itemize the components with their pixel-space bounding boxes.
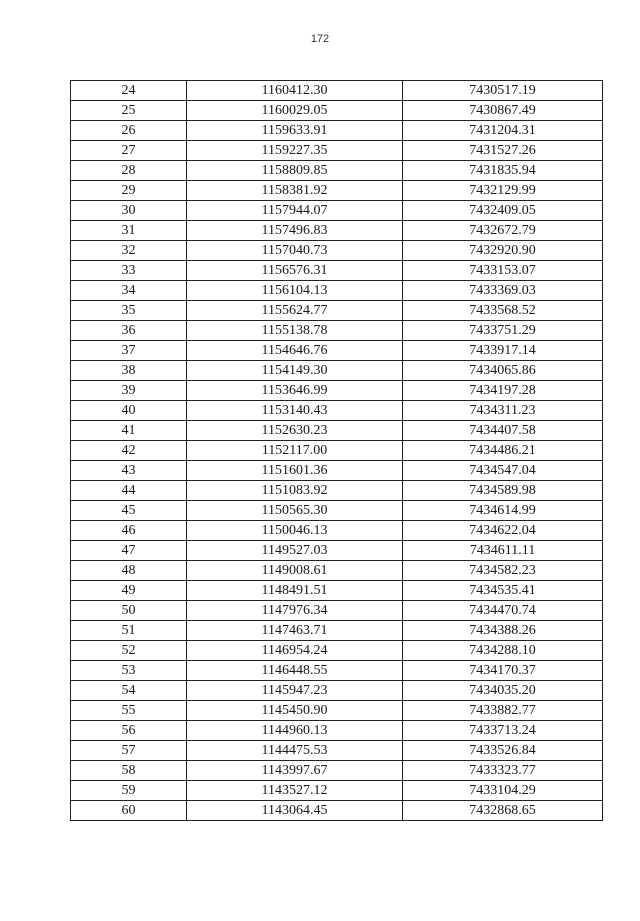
point-number-cell: 41: [71, 421, 187, 441]
y-coordinate-cell: 7430867.49: [403, 101, 603, 121]
table-row: [71, 661, 603, 681]
point-number-cell: 31: [71, 221, 187, 241]
table-row: [71, 81, 603, 101]
x-coordinate-cell: 1154149.30: [187, 361, 403, 381]
y-coordinate-cell: 7433369.03: [403, 281, 603, 301]
point-number-cell: 37: [71, 341, 187, 361]
point-number-cell: 58: [71, 761, 187, 781]
y-coordinate-cell: 7433568.52: [403, 301, 603, 321]
table-row: [71, 181, 603, 201]
table-row: [71, 221, 603, 241]
y-coordinate-cell: 7434388.26: [403, 621, 603, 641]
point-number-cell: 39: [71, 381, 187, 401]
x-coordinate-cell: 1153140.43: [187, 401, 403, 421]
point-number-cell: 49: [71, 581, 187, 601]
y-coordinate-cell: 7433751.29: [403, 321, 603, 341]
table-row: [71, 341, 603, 361]
table-row: [71, 521, 603, 541]
y-coordinate-cell: 7433323.77: [403, 761, 603, 781]
table-row: [71, 321, 603, 341]
table-row: [71, 441, 603, 461]
y-coordinate-cell: 7434547.04: [403, 461, 603, 481]
table-row: [71, 201, 603, 221]
y-coordinate-cell: 7434065.86: [403, 361, 603, 381]
page-number: 172: [310, 33, 330, 45]
y-coordinate-cell: 7434535.41: [403, 581, 603, 601]
table-row: [71, 121, 603, 141]
y-coordinate-cell: 7431527.26: [403, 141, 603, 161]
table-row: [71, 541, 603, 561]
point-number-cell: 44: [71, 481, 187, 501]
point-number-cell: 55: [71, 701, 187, 721]
table-row: [71, 401, 603, 421]
table-row: [71, 301, 603, 321]
x-coordinate-cell: 1143997.67: [187, 761, 403, 781]
x-coordinate-cell: 1148491.51: [187, 581, 403, 601]
x-coordinate-cell: 1151601.36: [187, 461, 403, 481]
y-coordinate-cell: 7434407.58: [403, 421, 603, 441]
point-number-cell: 53: [71, 661, 187, 681]
x-coordinate-cell: 1147463.71: [187, 621, 403, 641]
point-number-cell: 26: [71, 121, 187, 141]
x-coordinate-cell: 1145450.90: [187, 701, 403, 721]
x-coordinate-cell: 1145947.23: [187, 681, 403, 701]
table-row: [71, 741, 603, 761]
y-coordinate-cell: 7434486.21: [403, 441, 603, 461]
point-number-cell: 56: [71, 721, 187, 741]
point-number-cell: 29: [71, 181, 187, 201]
x-coordinate-cell: 1153646.99: [187, 381, 403, 401]
table-row: [71, 261, 603, 281]
y-coordinate-cell: 7434311.23: [403, 401, 603, 421]
table-row: [71, 241, 603, 261]
table-row: [71, 721, 603, 741]
y-coordinate-cell: 7432920.90: [403, 241, 603, 261]
point-number-cell: 59: [71, 781, 187, 801]
x-coordinate-cell: 1156104.13: [187, 281, 403, 301]
x-coordinate-cell: 1152117.00: [187, 441, 403, 461]
point-number-cell: 50: [71, 601, 187, 621]
point-number-cell: 60: [71, 801, 187, 821]
x-coordinate-cell: 1149527.03: [187, 541, 403, 561]
x-coordinate-cell: 1151083.92: [187, 481, 403, 501]
x-coordinate-cell: 1157040.73: [187, 241, 403, 261]
x-coordinate-cell: 1158381.92: [187, 181, 403, 201]
point-number-cell: 48: [71, 561, 187, 581]
y-coordinate-cell: 7434288.10: [403, 641, 603, 661]
table-row: [71, 681, 603, 701]
point-number-cell: 57: [71, 741, 187, 761]
point-number-cell: 30: [71, 201, 187, 221]
table-row: [71, 641, 603, 661]
point-number-cell: 34: [71, 281, 187, 301]
y-coordinate-cell: 7431204.31: [403, 121, 603, 141]
table-row: [71, 601, 603, 621]
x-coordinate-cell: 1143064.45: [187, 801, 403, 821]
table-row: [71, 481, 603, 501]
coordinates-table: [70, 80, 603, 821]
point-number-cell: 27: [71, 141, 187, 161]
x-coordinate-cell: 1154646.76: [187, 341, 403, 361]
x-coordinate-cell: 1155624.77: [187, 301, 403, 321]
x-coordinate-cell: 1157944.07: [187, 201, 403, 221]
x-coordinate-cell: 1147976.34: [187, 601, 403, 621]
x-coordinate-cell: 1146954.24: [187, 641, 403, 661]
x-coordinate-cell: 1149008.61: [187, 561, 403, 581]
point-number-cell: 45: [71, 501, 187, 521]
y-coordinate-cell: 7433153.07: [403, 261, 603, 281]
y-coordinate-cell: 7433104.29: [403, 781, 603, 801]
point-number-cell: 28: [71, 161, 187, 181]
table-row: [71, 461, 603, 481]
y-coordinate-cell: 7434614.99: [403, 501, 603, 521]
coordinates-table-body: [71, 81, 603, 821]
y-coordinate-cell: 7434197.28: [403, 381, 603, 401]
x-coordinate-cell: 1160412.30: [187, 81, 403, 101]
point-number-cell: 32: [71, 241, 187, 261]
y-coordinate-cell: 7434035.20: [403, 681, 603, 701]
table-row: [71, 701, 603, 721]
y-coordinate-cell: 7432672.79: [403, 221, 603, 241]
table-row: [71, 801, 603, 821]
x-coordinate-cell: 1152630.23: [187, 421, 403, 441]
point-number-cell: 35: [71, 301, 187, 321]
table-row: [71, 161, 603, 181]
point-number-cell: 38: [71, 361, 187, 381]
x-coordinate-cell: 1156576.31: [187, 261, 403, 281]
x-coordinate-cell: 1144960.13: [187, 721, 403, 741]
y-coordinate-cell: 7431835.94: [403, 161, 603, 181]
y-coordinate-cell: 7434170.37: [403, 661, 603, 681]
table-row: [71, 501, 603, 521]
x-coordinate-cell: 1144475.53: [187, 741, 403, 761]
table-row: [71, 781, 603, 801]
point-number-cell: 47: [71, 541, 187, 561]
point-number-cell: 33: [71, 261, 187, 281]
x-coordinate-cell: 1160029.05: [187, 101, 403, 121]
x-coordinate-cell: 1155138.78: [187, 321, 403, 341]
table-row: [71, 621, 603, 641]
point-number-cell: 25: [71, 101, 187, 121]
y-coordinate-cell: 7433526.84: [403, 741, 603, 761]
table-row: [71, 421, 603, 441]
y-coordinate-cell: 7432129.99: [403, 181, 603, 201]
x-coordinate-cell: 1158809.85: [187, 161, 403, 181]
y-coordinate-cell: 7434611.11: [403, 541, 603, 561]
y-coordinate-cell: 7433713.24: [403, 721, 603, 741]
x-coordinate-cell: 1159633.91: [187, 121, 403, 141]
y-coordinate-cell: 7432868.65: [403, 801, 603, 821]
y-coordinate-cell: 7432409.05: [403, 201, 603, 221]
point-number-cell: 43: [71, 461, 187, 481]
y-coordinate-cell: 7434589.98: [403, 481, 603, 501]
point-number-cell: 40: [71, 401, 187, 421]
table-row: [71, 361, 603, 381]
table-row: [71, 101, 603, 121]
point-number-cell: 54: [71, 681, 187, 701]
y-coordinate-cell: 7430517.19: [403, 81, 603, 101]
x-coordinate-cell: 1143527.12: [187, 781, 403, 801]
x-coordinate-cell: 1159227.35: [187, 141, 403, 161]
point-number-cell: 24: [71, 81, 187, 101]
table-row: [71, 561, 603, 581]
table-row: [71, 761, 603, 781]
x-coordinate-cell: 1150046.13: [187, 521, 403, 541]
x-coordinate-cell: 1150565.30: [187, 501, 403, 521]
y-coordinate-cell: 7434622.04: [403, 521, 603, 541]
point-number-cell: 51: [71, 621, 187, 641]
y-coordinate-cell: 7433882.77: [403, 701, 603, 721]
y-coordinate-cell: 7433917.14: [403, 341, 603, 361]
table-row: [71, 381, 603, 401]
point-number-cell: 42: [71, 441, 187, 461]
point-number-cell: 46: [71, 521, 187, 541]
point-number-cell: 36: [71, 321, 187, 341]
x-coordinate-cell: 1146448.55: [187, 661, 403, 681]
y-coordinate-cell: 7434470.74: [403, 601, 603, 621]
x-coordinate-cell: 1157496.83: [187, 221, 403, 241]
table-row: [71, 141, 603, 161]
table-row: [71, 581, 603, 601]
point-number-cell: 52: [71, 641, 187, 661]
y-coordinate-cell: 7434582.23: [403, 561, 603, 581]
table-row: [71, 281, 603, 301]
